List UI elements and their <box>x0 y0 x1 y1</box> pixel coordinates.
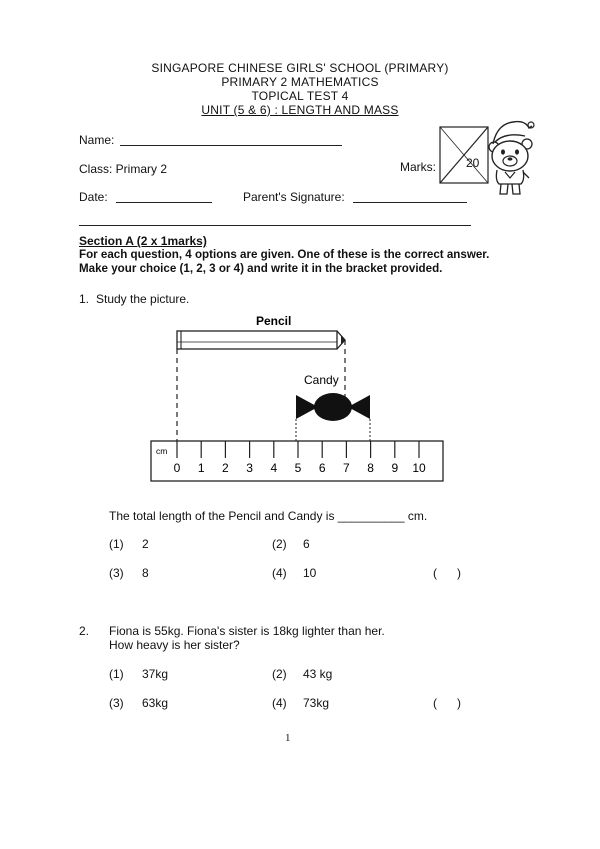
q1-option-4[interactable]: 10 <box>303 566 317 580</box>
ruler-tick-label: 2 <box>222 461 229 475</box>
date-label: Date: <box>79 190 108 204</box>
q2-option-3[interactable]: 63kg <box>142 696 169 710</box>
name-field[interactable] <box>120 145 342 146</box>
ruler-tick-label: 7 <box>343 461 350 475</box>
q1-answer-bracket[interactable]: ( ) <box>433 566 461 580</box>
q1-stem: The total length of the Pencil and Candy is __________ cm. <box>109 509 428 523</box>
q1-option-4-num: (4) <box>272 566 287 580</box>
q2-option-1-num: (1) <box>109 667 124 681</box>
ruler-tick-label: 0 <box>173 461 181 475</box>
ruler-tick-label: 8 <box>367 461 374 475</box>
section-a-instruction-1: For each question, 4 options are given. One of these is the correct answer. <box>79 248 490 261</box>
q2-answer-bracket[interactable]: ( ) <box>433 696 461 710</box>
q1-prompt: Study the picture. <box>96 292 190 306</box>
q2-option-4-num: (4) <box>272 696 287 710</box>
school-name: SINGAPORE CHINESE GIRLS' SCHOOL (PRIMARY) <box>151 61 449 75</box>
q1-option-1-num: (1) <box>109 537 124 551</box>
date-field[interactable] <box>116 202 212 203</box>
q2-line-2: How heavy is her sister? <box>109 638 240 652</box>
subject-title: PRIMARY 2 MATHEMATICS <box>221 75 379 89</box>
q2-line-1: Fiona is 55kg. Fiona's sister is 18kg lighter than her. <box>109 624 385 638</box>
q1-option-3-num: (3) <box>109 566 124 580</box>
section-a-instruction-2: Make your choice (1, 2, 3 or 4) and write it in the bracket provided. <box>79 262 443 275</box>
page-number: 1 <box>285 732 291 744</box>
pencil-icon <box>177 331 345 349</box>
separator-line <box>79 225 471 226</box>
marks-total: 20 <box>466 156 480 170</box>
ruler-tick-label: 10 <box>412 461 426 475</box>
q2-option-1[interactable]: 37kg <box>142 667 169 681</box>
parent-signature-field[interactable] <box>353 202 467 203</box>
q1-figure <box>145 310 455 490</box>
q1-option-2-num: (2) <box>272 537 287 551</box>
q1-option-3[interactable]: 8 <box>142 566 149 580</box>
q2-option-3-num: (3) <box>109 696 124 710</box>
section-a-title: Section A (2 x 1marks) <box>79 234 207 248</box>
ruler-tick-label: 3 <box>246 461 253 475</box>
ruler-tick-label: 5 <box>294 461 302 475</box>
q1-option-2[interactable]: 6 <box>303 537 310 551</box>
name-label: Name: <box>79 133 115 147</box>
marks-label: Marks: <box>400 160 436 174</box>
ruler-tick-label: 4 <box>270 461 278 475</box>
unit-title: UNIT (5 & 6) : LENGTH AND MASS <box>201 103 399 117</box>
q2-option-2-num: (2) <box>272 667 287 681</box>
marks-box <box>439 126 489 184</box>
q2-option-2[interactable]: 43 kg <box>303 667 333 681</box>
pencil-label: Pencil <box>256 314 292 328</box>
parent-signature-label: Parent's Signature: <box>243 190 345 204</box>
ruler-tick-label: 1 <box>197 461 205 475</box>
q1-number: 1. <box>79 292 90 306</box>
q1-option-1[interactable]: 2 <box>142 537 149 551</box>
q2-number: 2. <box>79 624 90 638</box>
test-title: TOPICAL TEST 4 <box>251 89 349 103</box>
candy-icon <box>296 393 370 421</box>
ruler-tick-label: 6 <box>318 461 326 475</box>
class-label: Class: Primary 2 <box>79 162 168 176</box>
q2-option-4[interactable]: 73kg <box>303 696 330 710</box>
candy-label: Candy <box>304 373 339 387</box>
ruler-tick-label: 9 <box>391 461 399 475</box>
bear-mascot-icon <box>485 114 535 198</box>
ruler-unit: cm <box>156 446 168 456</box>
